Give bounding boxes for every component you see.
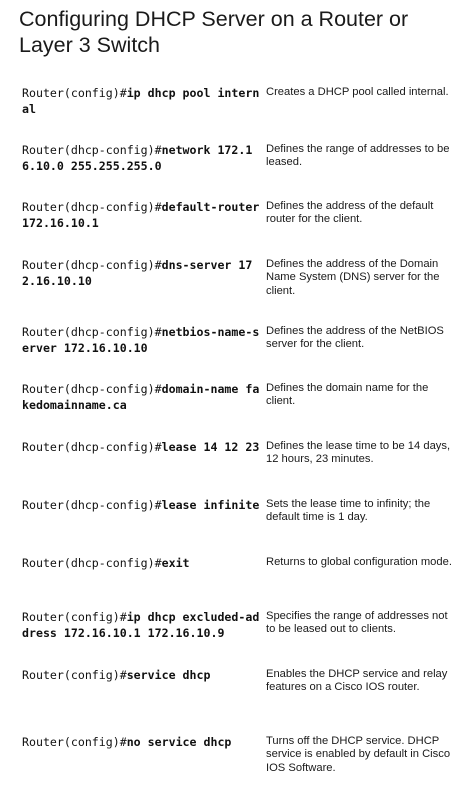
command-prompt: Router(dhcp-config)# <box>22 440 162 454</box>
command-prompt: Router(dhcp-config)# <box>22 200 162 214</box>
command-text: exit <box>161 556 190 570</box>
description-cell: Creates a DHCP pool called internal. <box>266 86 449 98</box>
command-cell <box>22 86 264 117</box>
command-cell <box>22 382 264 413</box>
table-row <box>22 143 462 193</box>
command-text: default-router 172.16.10.1 <box>22 200 260 230</box>
description-cell: Specifies the range of addresses not to be leased out to clients. <box>266 610 448 636</box>
command-prompt: Router(config)# <box>22 668 127 682</box>
table-row <box>22 325 462 375</box>
table-row <box>22 86 462 136</box>
command-cell <box>22 440 264 456</box>
command-cell <box>22 200 264 231</box>
description-cell: Sets the lease time to infinity; the default time is 1 day. <box>266 498 431 524</box>
command-prompt: Router(dhcp-config)# <box>22 143 162 157</box>
table-row <box>22 610 462 660</box>
description-cell: Defines the lease time to be 14 days, 12 hours, 23 minutes. <box>266 440 451 466</box>
description-cell: Defines the address of the Domain Name System (DNS) server for the client. <box>266 258 440 297</box>
command-text: ip dhcp excluded-address 172.16.10.1 172.16.10.9 <box>22 610 260 640</box>
command-prompt: Router(dhcp-config)# <box>22 382 162 396</box>
description-cell: Defines the range of addresses to be leased. <box>266 143 450 169</box>
table-row <box>22 498 462 548</box>
description-cell: Defines the domain name for the client. <box>266 382 429 408</box>
command-text: lease infinite <box>161 498 260 512</box>
table-row <box>22 735 462 785</box>
command-text: netbios-name-server 172.16.10.10 <box>22 325 260 355</box>
command-cell <box>22 143 264 174</box>
command-cell <box>22 610 264 641</box>
command-cell <box>22 735 264 751</box>
command-cell <box>22 258 264 289</box>
table-row <box>22 258 462 308</box>
command-cell <box>22 498 264 514</box>
description-cell: Defines the address of the default router for the client. <box>266 200 434 226</box>
table-row <box>22 556 462 606</box>
command-text: dns-server 172.16.10.10 <box>22 258 253 288</box>
description-cell: Defines the address of the NetBIOS server for the client. <box>266 325 444 351</box>
command-text: domain-name fakedomainname.ca <box>22 382 260 412</box>
command-cell <box>22 556 264 572</box>
description-cell: Returns to global configuration mode. <box>266 556 452 568</box>
command-text: lease 14 12 23 <box>161 440 260 454</box>
table-row <box>22 382 462 432</box>
command-cell <box>22 325 264 356</box>
command-prompt: Router(config)# <box>22 735 127 749</box>
page-title: Configuring DHCP Server on a Router or Layer 3 Switch <box>19 7 409 57</box>
command-text: network 172.16.10.0 255.255.255.0 <box>22 143 253 173</box>
command-text: ip dhcp pool internal <box>22 86 260 116</box>
command-prompt: Router(config)# <box>22 86 127 100</box>
command-cell <box>22 668 264 684</box>
description-cell: Enables the DHCP service and relay features on a Cisco IOS router. <box>266 668 448 694</box>
command-prompt: Router(dhcp-config)# <box>22 258 162 272</box>
command-text: no service dhcp <box>126 735 232 749</box>
command-text: service dhcp <box>126 668 211 682</box>
command-prompt: Router(config)# <box>22 610 127 624</box>
table-row <box>22 200 462 250</box>
table-row <box>22 668 462 718</box>
table-row <box>22 440 462 490</box>
description-cell: Turns off the DHCP service. DHCP service is enabled by default in Cisco IOS Software. <box>266 735 451 774</box>
command-prompt: Router(dhcp-config)# <box>22 325 162 339</box>
command-prompt: Router(dhcp-config)# <box>22 498 162 512</box>
command-prompt: Router(dhcp-config)# <box>22 556 162 570</box>
